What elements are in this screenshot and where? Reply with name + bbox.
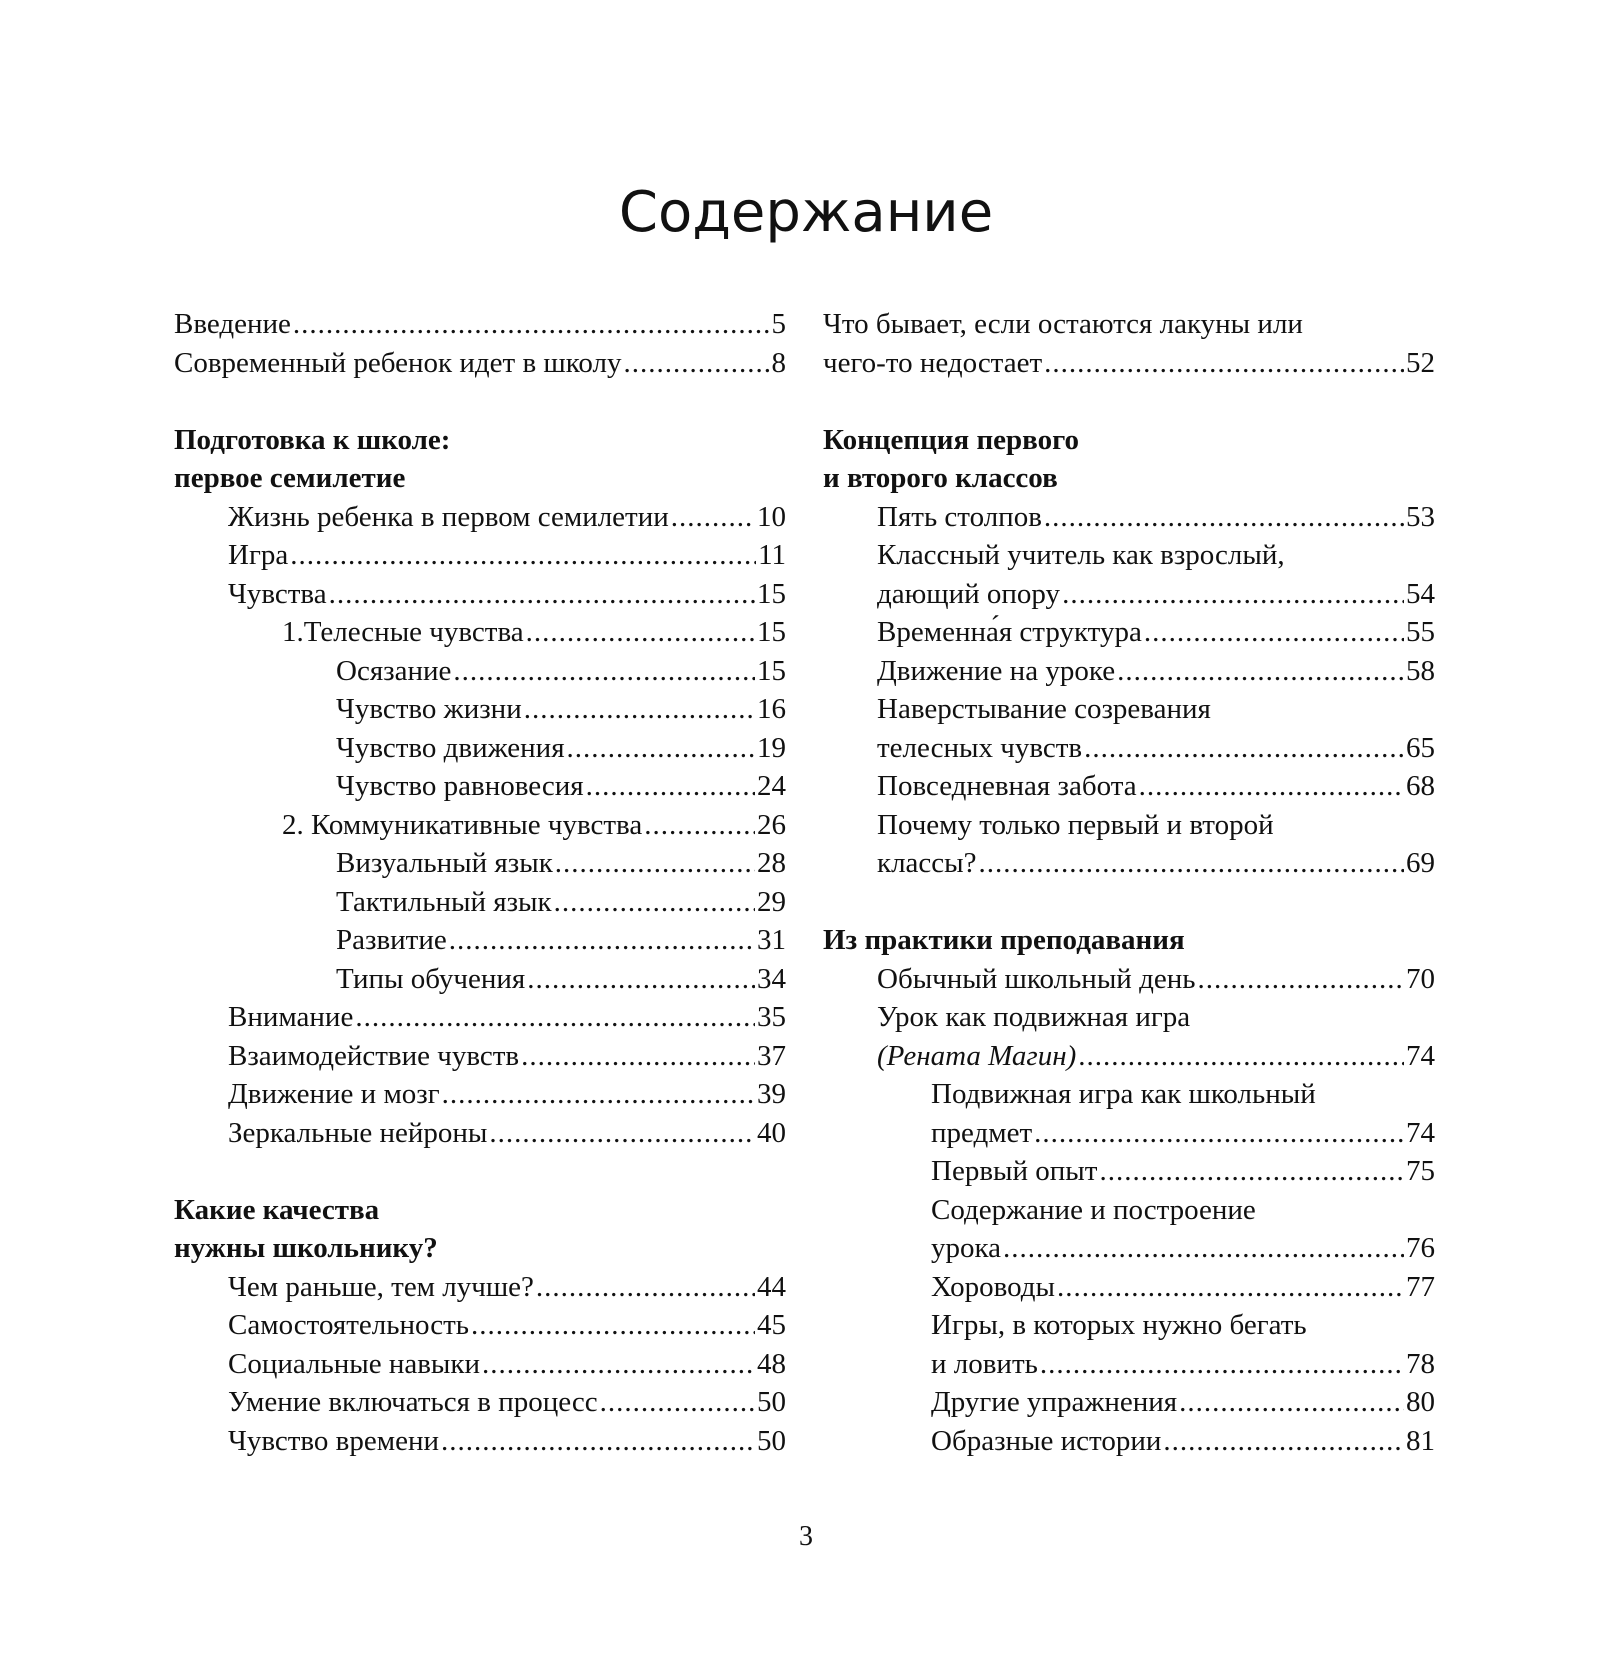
toc-entry[interactable] xyxy=(174,1306,786,1345)
dot-leader xyxy=(1084,729,1404,768)
spacer xyxy=(174,1152,786,1191)
toc-entry-page: 53 xyxy=(1406,500,1435,533)
toc-entry[interactable] xyxy=(174,1345,786,1384)
toc-entry-title: предмет xyxy=(931,1116,1033,1149)
toc-entry[interactable] xyxy=(823,960,1435,999)
dot-leader xyxy=(586,767,755,806)
toc-entry-page: 52 xyxy=(1406,346,1435,379)
dot-leader xyxy=(527,960,755,999)
dot-leader xyxy=(441,1422,755,1461)
toc-entry-title: Внимание xyxy=(228,1001,354,1033)
toc-entry-title: Первый опыт xyxy=(931,1155,1098,1187)
toc-entry-page: 15 xyxy=(757,654,786,687)
dot-leader xyxy=(1003,1229,1404,1268)
dot-leader xyxy=(644,806,755,845)
section-heading: Подготовка к школе: xyxy=(174,423,451,456)
page-title: Содержание xyxy=(618,180,994,245)
toc-entry-page: 70 xyxy=(1406,962,1435,995)
toc-entry-page: 10 xyxy=(757,500,786,533)
toc-entry-title: дающий опору xyxy=(877,577,1061,610)
toc-entry-page: 19 xyxy=(757,731,786,764)
dot-leader xyxy=(524,690,755,729)
spacer xyxy=(823,382,1435,421)
toc-entry-page: 24 xyxy=(757,770,786,802)
toc-entry-page: 31 xyxy=(757,924,786,956)
toc-entry[interactable] xyxy=(174,729,786,768)
section-heading: нужны школьнику? xyxy=(174,1232,438,1264)
toc-entry[interactable] xyxy=(174,575,786,614)
page-number: 3 xyxy=(799,1521,813,1552)
dot-leader xyxy=(536,1268,755,1307)
dot-leader xyxy=(1139,767,1404,806)
toc-entry-page: 40 xyxy=(757,1116,786,1149)
toc-entry-page: 35 xyxy=(757,1001,786,1033)
toc-entry-page: 28 xyxy=(757,847,786,879)
toc-entry-title: Чувство движения xyxy=(336,731,565,764)
toc-entry[interactable] xyxy=(174,1383,786,1422)
toc-entry-page: 75 xyxy=(1406,1155,1435,1187)
toc-entry[interactable] xyxy=(823,613,1435,652)
toc-entry-title: Зеркальные нейроны xyxy=(228,1116,488,1149)
toc-entry-page: 76 xyxy=(1406,1232,1435,1264)
toc-entry[interactable] xyxy=(823,1152,1435,1191)
section-heading: первое семилетие xyxy=(174,462,406,494)
dot-leader xyxy=(453,652,755,691)
dot-leader xyxy=(1163,1422,1404,1461)
spacer xyxy=(823,883,1435,922)
toc-entry[interactable] xyxy=(823,844,1435,883)
dot-leader xyxy=(567,729,755,768)
dot-leader xyxy=(526,613,755,652)
toc-entry-page: 50 xyxy=(757,1424,786,1457)
toc-entry-title: Чувство жизни xyxy=(336,693,522,725)
toc-entry-page: 54 xyxy=(1406,577,1435,610)
toc-entry[interactable] xyxy=(823,1422,1435,1461)
toc-entry-title: Чувство времени xyxy=(228,1424,439,1457)
toc-entry-page: 15 xyxy=(757,577,786,610)
dot-leader xyxy=(1197,960,1404,999)
dot-leader xyxy=(671,498,755,537)
toc-entry-title: Другие упражнения xyxy=(931,1386,1178,1418)
toc-entry-title: Чувства xyxy=(228,577,327,610)
toc-entry-page: 68 xyxy=(1406,770,1435,802)
toc-entry-page: 74 xyxy=(1406,1039,1435,1072)
toc-entry-first-line[interactable]: Содержание и построение xyxy=(931,1193,1256,1226)
section-heading: Какие качества xyxy=(174,1193,380,1226)
toc-entry[interactable] xyxy=(174,1422,786,1461)
toc-entry-title: 2. Коммуникативные чувства xyxy=(282,808,643,841)
section-heading: Из практики преподавания xyxy=(823,924,1185,956)
toc-entry[interactable] xyxy=(174,921,786,960)
toc-left-column xyxy=(174,305,786,1460)
dot-leader xyxy=(554,883,755,922)
toc-right-column xyxy=(823,305,1435,1460)
toc-entry[interactable] xyxy=(174,344,786,383)
toc-entry[interactable] xyxy=(174,998,786,1037)
toc-entry-title: и ловить xyxy=(931,1347,1038,1380)
toc-entry[interactable] xyxy=(823,1383,1435,1422)
toc-entry-page: 26 xyxy=(757,808,786,841)
toc-entry-first-line[interactable]: Урок как подвижная игра xyxy=(877,1001,1191,1033)
toc-entry[interactable] xyxy=(823,1268,1435,1307)
toc-entry-title: Чем раньше, тем лучше? xyxy=(228,1270,534,1303)
toc-entry-page: 69 xyxy=(1406,847,1435,879)
toc-entry-title: классы? xyxy=(877,847,977,879)
toc-entry-first-line[interactable]: Подвижная игра как школьный xyxy=(931,1078,1316,1110)
toc-entry[interactable] xyxy=(823,1037,1435,1076)
toc-entry[interactable] xyxy=(174,613,786,652)
toc-entry[interactable] xyxy=(823,344,1435,383)
toc-entry[interactable] xyxy=(174,767,786,806)
toc-entry-title: Социальные навыки xyxy=(228,1347,481,1380)
toc-entry-page: 39 xyxy=(757,1078,786,1110)
toc-entry-page: 48 xyxy=(757,1347,786,1380)
toc-entry-page: 78 xyxy=(1406,1347,1435,1380)
toc-entry-title: Игра xyxy=(228,539,289,571)
toc-entry[interactable] xyxy=(823,498,1435,537)
toc-entry-title: Повседневная забота xyxy=(877,770,1137,802)
dot-leader xyxy=(1062,575,1404,614)
toc-entry-title: телесных чувств xyxy=(877,731,1083,764)
dot-leader xyxy=(600,1383,755,1422)
dot-leader xyxy=(293,305,770,344)
dot-leader xyxy=(1099,1152,1404,1191)
dot-leader xyxy=(1044,498,1404,537)
toc-entry-title: Образные истории xyxy=(931,1424,1162,1457)
toc-entry-page: 8 xyxy=(771,346,786,379)
toc-entry-page: 80 xyxy=(1406,1386,1435,1418)
dot-leader xyxy=(482,1345,755,1384)
toc-entry-page: 11 xyxy=(758,539,786,571)
toc-entry-page: 44 xyxy=(757,1270,786,1303)
toc-entry[interactable] xyxy=(174,960,786,999)
toc-entry[interactable] xyxy=(823,729,1435,768)
dot-leader xyxy=(1044,344,1404,383)
toc-entry-first-line[interactable]: Игры, в которых нужно бегать xyxy=(931,1309,1307,1341)
toc-entry-page: 15 xyxy=(757,616,786,648)
dot-leader xyxy=(355,998,755,1037)
toc-entry-title: Временна́я структура xyxy=(877,616,1142,648)
toc-entry-title: Осязание xyxy=(336,654,452,687)
dot-leader xyxy=(623,344,769,383)
toc-entry[interactable] xyxy=(174,806,786,845)
toc-entry-title: Движение на уроке xyxy=(877,654,1116,687)
toc-entry-title: Жизнь ребенка в первом семилетии xyxy=(228,500,669,533)
toc-entry[interactable] xyxy=(174,652,786,691)
dot-leader xyxy=(329,575,755,614)
spacer xyxy=(174,382,786,421)
toc-entry-title: (Рената Магин) xyxy=(877,1039,1077,1072)
toc-entry[interactable] xyxy=(823,1114,1435,1153)
toc-entry-title: Визуальный язык xyxy=(336,847,553,879)
toc-entry-title: Типы обучения xyxy=(336,962,526,995)
toc-entry[interactable] xyxy=(823,575,1435,614)
toc-entry-title: Пять столпов xyxy=(877,500,1042,533)
dot-leader xyxy=(1078,1037,1404,1076)
dot-leader xyxy=(979,844,1404,883)
toc-entry-first-line[interactable]: Почему только первый и второй xyxy=(877,808,1274,841)
toc-entry[interactable] xyxy=(174,1268,786,1307)
toc-entry-title: Самостоятельность xyxy=(228,1309,469,1341)
toc-entry[interactable] xyxy=(823,1229,1435,1268)
toc-entry-title: урока xyxy=(931,1232,1002,1264)
toc-entry-page: 45 xyxy=(757,1309,786,1341)
toc-entry-first-line[interactable]: Классный учитель как взрослый, xyxy=(877,539,1285,571)
toc-entry[interactable] xyxy=(823,767,1435,806)
section-heading: и второго классов xyxy=(823,462,1058,494)
toc-entry[interactable] xyxy=(174,305,786,344)
toc-entry-title: Чувство равновесия xyxy=(336,770,584,802)
dot-leader xyxy=(442,1075,755,1114)
toc-entry-page: 29 xyxy=(757,885,786,918)
dot-leader xyxy=(489,1114,755,1153)
dot-leader xyxy=(1117,652,1404,691)
toc-entry[interactable] xyxy=(174,690,786,729)
toc-entry-first-line[interactable]: Что бывает, если остаются лакуны или xyxy=(823,308,1303,340)
toc-entry-page: 50 xyxy=(757,1386,786,1418)
toc-entry-page: 34 xyxy=(757,962,786,995)
toc-entry[interactable] xyxy=(174,1075,786,1114)
toc-entry-title: Движение и мозг xyxy=(228,1078,440,1110)
dot-leader xyxy=(1144,613,1404,652)
toc-entry-page: 37 xyxy=(757,1039,786,1072)
toc-entry-title: Умение включаться в процесс xyxy=(228,1386,598,1418)
toc-entry-page: 77 xyxy=(1406,1270,1435,1303)
dot-leader xyxy=(1179,1383,1404,1422)
toc-entry[interactable] xyxy=(174,883,786,922)
dot-leader xyxy=(290,536,756,575)
toc-entry-title: Взаимодействие чувств xyxy=(228,1039,520,1072)
dot-leader xyxy=(1034,1114,1404,1153)
toc-entry-page: 5 xyxy=(771,308,786,340)
toc-entry-page: 55 xyxy=(1406,616,1435,648)
toc-entry-page: 65 xyxy=(1406,731,1435,764)
toc-entry-title: 1.Телесные чувства xyxy=(282,616,524,648)
toc-entry[interactable] xyxy=(823,1345,1435,1384)
toc-entry[interactable] xyxy=(174,1114,786,1153)
toc-entry[interactable] xyxy=(174,844,786,883)
toc-entry[interactable] xyxy=(823,652,1435,691)
toc-entry-title: Хороводы xyxy=(931,1270,1056,1303)
toc-entry-page: 74 xyxy=(1406,1116,1435,1149)
toc-entry-title: Современный ребенок идет в школу xyxy=(174,346,622,379)
dot-leader xyxy=(449,921,755,960)
dot-leader xyxy=(1040,1345,1404,1384)
section-heading: Концепция первого xyxy=(823,423,1080,456)
toc-entry[interactable] xyxy=(174,1037,786,1076)
dot-leader xyxy=(555,844,755,883)
dot-leader xyxy=(471,1306,755,1345)
dot-leader xyxy=(1057,1268,1404,1307)
toc-entry-title: Обычный школьный день xyxy=(877,962,1196,995)
toc-entry-title: чего-то недостает xyxy=(823,346,1043,379)
dot-leader xyxy=(521,1037,755,1076)
toc-entry-page: 58 xyxy=(1406,654,1435,687)
toc-entry-page: 16 xyxy=(757,693,786,725)
toc-entry-first-line[interactable]: Наверстывание созревания xyxy=(877,693,1211,725)
toc-entry-title: Введение xyxy=(174,308,291,340)
toc-entry-page: 81 xyxy=(1406,1424,1435,1457)
toc-entry[interactable] xyxy=(174,536,786,575)
toc-entry-title: Тактильный язык xyxy=(336,885,552,918)
toc-entry-title: Развитие xyxy=(336,924,447,956)
toc-entry[interactable] xyxy=(174,498,786,537)
